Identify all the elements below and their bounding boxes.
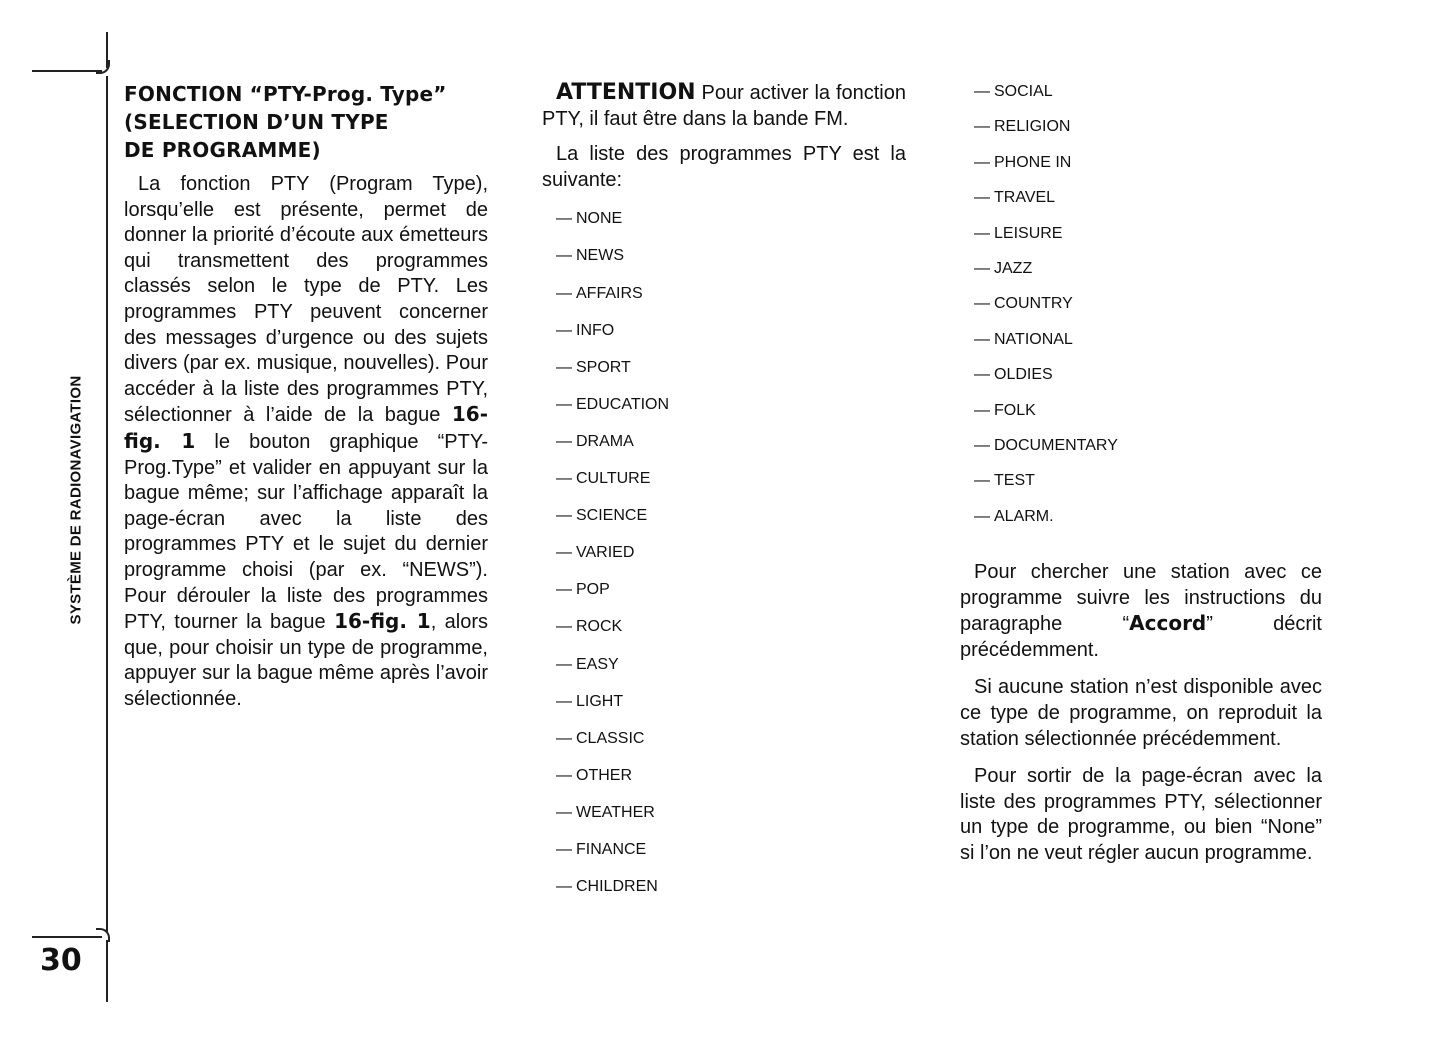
pty-description: La fonction PTY (Program Type), lorsqu’elle est présente, permet de donner la priorité d’écoute aux émetteurs qui transmettent des programmes classés selon le type de PTY. Les programmes PTY peuvent concerner des messages d’urgence ou des sujets divers (par ex. musique, nouvelles). Pour accéder à la liste des programmes PTY, sélectionner à l’aide de la bague 16-fig. 1 le bouton graphique “PTY-Prog.Type” et valider en appuyant sur la bague même; sur l’affichage apparaît la page-écran avec la liste des programmes PTY et le sujet du dernier programme choisi (par ex. “NEWS”). Pour dérouler la liste des programmes PTY, tourner la bague 16-fig. 1, alors que, pour choisir un type de programme, appuyer sur la bague même après l’avoir sélectionnée. — [124, 173, 489, 710]
heading-line: FONCTION “PTY-Prog. Type” — [124, 82, 447, 106]
pty-list-item — [960, 224, 1322, 259]
margin-notch-top — [96, 60, 110, 74]
pty-type-label: DRAMA — [576, 432, 634, 450]
pty-type-label: NEWS — [576, 247, 624, 265]
pty-list-item — [960, 259, 1322, 294]
column-left — [124, 80, 488, 712]
pty-list-item — [542, 209, 906, 246]
figure-reference: 16-fig. 1 — [124, 402, 488, 453]
pty-list-item — [542, 432, 906, 469]
pty-list-item — [960, 471, 1322, 506]
pty-type-label: SOCIAL — [994, 83, 1053, 100]
pty-type-label: ALARM. — [994, 507, 1054, 525]
pty-type-label: ROCK — [576, 618, 623, 636]
list-dash: — — [974, 224, 990, 242]
list-dash: — — [556, 840, 572, 858]
pty-type-label: RELIGION — [994, 118, 1071, 136]
pty-list-item — [542, 840, 906, 877]
list-dash: — — [974, 507, 990, 525]
pty-type-label: TRAVEL — [994, 189, 1056, 207]
pty-list-item — [542, 506, 906, 543]
exit-instructions: Pour sortir de la page-écran avec la liste des programmes PTY, sélectionner un type de programme, ou bien “None” si l’on ne veut régler aucun programme. — [960, 765, 1322, 865]
pty-type-label: EDUCATION — [576, 395, 670, 413]
list-dash: — — [556, 581, 572, 599]
list-dash: — — [974, 401, 990, 419]
attention-note: ATTENTION Pour activer la fonction PTY, il faut être dans la bande FM. — [542, 80, 906, 130]
pty-type-label: SPORT — [576, 358, 631, 376]
pty-list-item — [960, 117, 1322, 152]
list-intro: La liste des programmes PTY est la suivante: — [542, 143, 906, 191]
list-dash: — — [556, 729, 572, 747]
list-dash: — — [974, 366, 990, 384]
list-dash: — — [556, 766, 572, 784]
figure-reference: 16-fig. 1 — [334, 609, 431, 634]
attention-label: ATTENTION — [556, 80, 696, 105]
pty-list-item — [960, 436, 1322, 471]
pty-type-label: WEATHER — [576, 803, 655, 821]
margin-rule-bottom — [106, 940, 108, 1002]
pty-list-item — [542, 395, 906, 432]
pty-type-label: PHONE IN — [994, 153, 1072, 171]
pty-list-item — [542, 469, 906, 506]
list-dash: — — [556, 284, 572, 302]
list-dash: — — [556, 507, 572, 525]
page-number: 30 — [40, 943, 82, 978]
search-instructions: Pour chercher une station avec ce programme suivre les instructions du paragraphe “Accord” décrit précédemment. — [960, 561, 1322, 661]
no-station-note: Si aucune station n’est disponible avec ce type de programme, on reproduit la station sélectionnée précédemment. — [960, 676, 1322, 750]
pty-list — [542, 209, 906, 914]
pty-type-label: LIGHT — [576, 692, 624, 710]
pty-list-item — [542, 617, 906, 654]
pty-list-item — [960, 401, 1322, 436]
pty-list-item — [542, 246, 906, 283]
list-dash: — — [556, 544, 572, 562]
pty-type-label: TEST — [994, 472, 1035, 490]
heading-line: DE PROGRAMME) — [124, 138, 321, 162]
pty-type-label: DOCUMENTARY — [994, 436, 1118, 454]
pty-list-item — [542, 321, 906, 358]
list-dash: — — [556, 358, 572, 376]
pty-list-item — [542, 729, 906, 766]
list-dash: — — [974, 259, 990, 277]
list-dash: — — [974, 153, 990, 171]
list-dash: — — [556, 878, 572, 896]
pty-list-item — [542, 766, 906, 803]
list-dash: — — [974, 189, 990, 207]
pty-list-item — [542, 284, 906, 321]
pty-list-item — [542, 877, 906, 914]
list-dash: — — [974, 472, 990, 490]
pty-list-item — [542, 543, 906, 580]
pty-list-item — [960, 82, 1322, 117]
pty-type-label: SCIENCE — [576, 507, 648, 525]
margin-tick-top — [32, 70, 102, 72]
column-middle — [542, 80, 906, 914]
list-dash: — — [556, 247, 572, 265]
pty-list-item — [542, 692, 906, 729]
pty-type-label: POP — [576, 581, 610, 599]
chapter-title: SYSTÈME DE RADIONAVIGATION — [67, 375, 85, 625]
pty-type-label: AFFAIRS — [576, 284, 643, 302]
pty-list-item — [960, 294, 1322, 329]
list-dash: — — [974, 118, 990, 136]
pty-list-item — [960, 330, 1322, 365]
pty-list-item — [542, 803, 906, 840]
pty-type-label: NONE — [576, 210, 623, 228]
list-dash: — — [556, 655, 572, 673]
pty-list-item — [960, 153, 1322, 188]
pty-list-item — [960, 365, 1322, 400]
pty-list-item — [542, 655, 906, 692]
list-dash: — — [556, 395, 572, 413]
pty-type-label: VARIED — [576, 544, 635, 562]
list-dash: — — [556, 210, 572, 228]
pty-list-item — [542, 580, 906, 617]
pty-type-label: CLASSIC — [576, 729, 645, 747]
pty-type-label: FINANCE — [576, 840, 647, 858]
list-dash: — — [556, 470, 572, 488]
list-dash: — — [974, 436, 990, 454]
heading-line: (SELECTION D’UN TYPE — [124, 110, 389, 134]
list-dash: — — [556, 321, 572, 339]
pty-type-label: NATIONAL — [994, 330, 1073, 348]
pty-list-item — [960, 507, 1322, 542]
accord-reference: Accord — [1129, 611, 1207, 636]
margin-tick-bottom — [32, 936, 102, 938]
list-dash: — — [974, 330, 990, 348]
pty-type-label: FOLK — [994, 401, 1036, 419]
list-dash: — — [974, 83, 990, 100]
pty-type-label: INFO — [576, 321, 615, 339]
pty-type-label: OLDIES — [994, 366, 1053, 384]
pty-list-item — [542, 358, 906, 395]
pty-type-label: EASY — [576, 655, 619, 673]
list-dash: — — [556, 432, 572, 450]
list-dash: — — [974, 295, 990, 313]
pty-type-label: JAZZ — [994, 259, 1033, 277]
pty-type-label: CHILDREN — [576, 878, 658, 896]
column-right — [960, 82, 1322, 867]
pty-type-label: OTHER — [576, 766, 632, 784]
pty-list-item — [960, 188, 1322, 223]
pty-list-continued — [960, 82, 1322, 542]
list-dash: — — [556, 618, 572, 636]
list-dash: — — [556, 803, 572, 821]
pty-type-label: COUNTRY — [994, 295, 1073, 313]
list-dash: — — [556, 692, 572, 710]
pty-type-label: LEISURE — [994, 224, 1063, 242]
section-heading — [124, 80, 488, 164]
margin-rule — [106, 76, 108, 932]
pty-type-label: CULTURE — [576, 470, 651, 488]
